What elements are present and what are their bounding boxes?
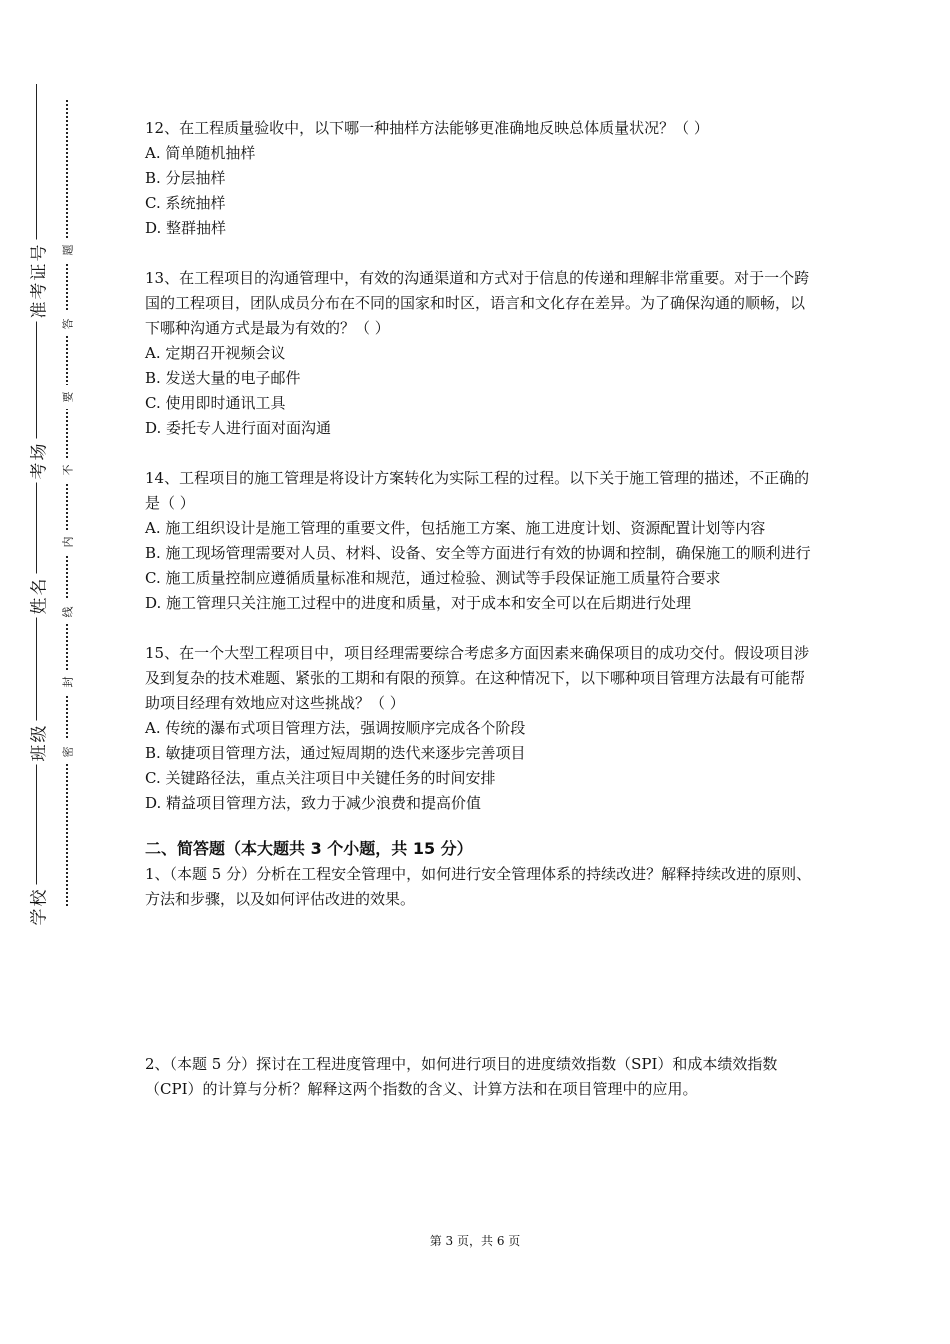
section-heading: 二、简答题（本大题共 3 个小题，共 15 分） [145, 839, 473, 858]
option-b: B. 敏捷项目管理方法，通过短周期的迭代来逐步完善项目 [145, 744, 526, 762]
option-d: D. 施工管理只关注施工过程中的进度和质量，对于成本和安全可以在后期进行处理 [145, 594, 692, 612]
seal-char: 封 [57, 670, 77, 694]
question-15 [145, 641, 813, 816]
field-exam-room-label: 考场 [22, 430, 52, 490]
field-school-label: 学校 [22, 876, 52, 936]
field-exam-number-label: 准考证号 [22, 250, 52, 310]
option-d: D. 委托专人进行面对面沟通 [145, 419, 332, 437]
seal-dotted-line [66, 100, 68, 906]
field-name-label: 姓名 [22, 565, 52, 625]
option-d: D. 精益项目管理方法，致力于减少浪费和提高价值 [145, 794, 482, 812]
question-13 [145, 266, 813, 441]
option-c: C. 施工质量控制应遵循质量标准和规范，通过检验、测试等手段保证施工质量符合要求 [145, 569, 721, 587]
seal-char: 线 [57, 600, 77, 624]
seal-char: 不 [57, 458, 77, 482]
short-answer-question-2: 2、（本题 5 分）探讨在工程进度管理中，如何进行项目的进度绩效指数（SPI）和成本绩效指数（CPI）的计算与分析？解释这两个指数的含义、计算方法和在项目管理中的应用。 [145, 1055, 778, 1098]
binding-margin [0, 0, 120, 1344]
option-c: C. 系统抽样 [145, 194, 226, 212]
option-b: B. 发送大量的电子邮件 [145, 369, 301, 387]
option-c: C. 关键路径法，重点关注项目中关键任务的时间安排 [145, 769, 496, 787]
seal-char: 答 [57, 312, 77, 336]
option-a: A. 传统的瀑布式项目管理方法，强调按顺序完成各个阶段 [145, 719, 526, 737]
page-footer: 第 3 页，共 6 页 [429, 1234, 521, 1248]
option-a: A. 定期召开视频会议 [145, 344, 286, 362]
option-c: C. 使用即时通讯工具 [145, 394, 286, 412]
field-class-label: 班级 [22, 712, 52, 772]
option-b: B. 施工现场管理需要对人员、材料、设备、安全等方面进行有效的协调和控制，确保施工的顺利进行 [145, 544, 811, 562]
question-stem: 14、工程项目的施工管理是将设计方案转化为实际工程的过程。以下关于施工管理的描述，不正确的是（ ） [145, 469, 810, 512]
binding-solid-line [36, 84, 37, 924]
answer-space [145, 912, 813, 1052]
seal-char: 内 [57, 530, 77, 554]
question-12 [145, 116, 813, 241]
seal-char: 要 [57, 385, 77, 409]
short-answer-question-1: 1、（本题 5 分）分析在工程安全管理中，如何进行安全管理体系的持续改进？解释持续改进的原则、方法和步骤，以及如何评估改进的效果。 [145, 865, 812, 908]
question-stem: 12、在工程质量验收中，以下哪一种抽样方法能够更准确地反映总体质量状况？（ ） [145, 119, 709, 137]
option-a: A. 简单随机抽样 [145, 144, 256, 162]
option-d: D. 整群抽样 [145, 219, 227, 237]
question-stem: 13、在工程项目的沟通管理中，有效的沟通渠道和方式对于信息的传递和理解非常重要。对于一个跨国的工程项目，团队成员分布在不同的国家和时区，语言和文化存在差异。为了确保沟通的顺畅，以下哪种沟通方式是最为有效的？（ ） [145, 269, 810, 337]
option-a: A. 施工组织设计是施工管理的重要文件，包括施工方案、施工进度计划、资源配置计划等内容 [145, 519, 766, 537]
question-14 [145, 466, 813, 616]
option-b: B. 分层抽样 [145, 169, 226, 187]
exam-content [145, 116, 813, 1102]
seal-char: 密 [57, 740, 77, 764]
seal-char: 题 [57, 238, 77, 262]
question-stem: 15、在一个大型工程项目中，项目经理需要综合考虑多方面因素来确保项目的成功交付。假设项目涉及到复杂的技术难题、紧张的工期和有限的预算。在这种情况下，以下哪种项目管理方法最有可能帮助项目经理有效地应对这些挑战？（ ） [145, 644, 810, 712]
